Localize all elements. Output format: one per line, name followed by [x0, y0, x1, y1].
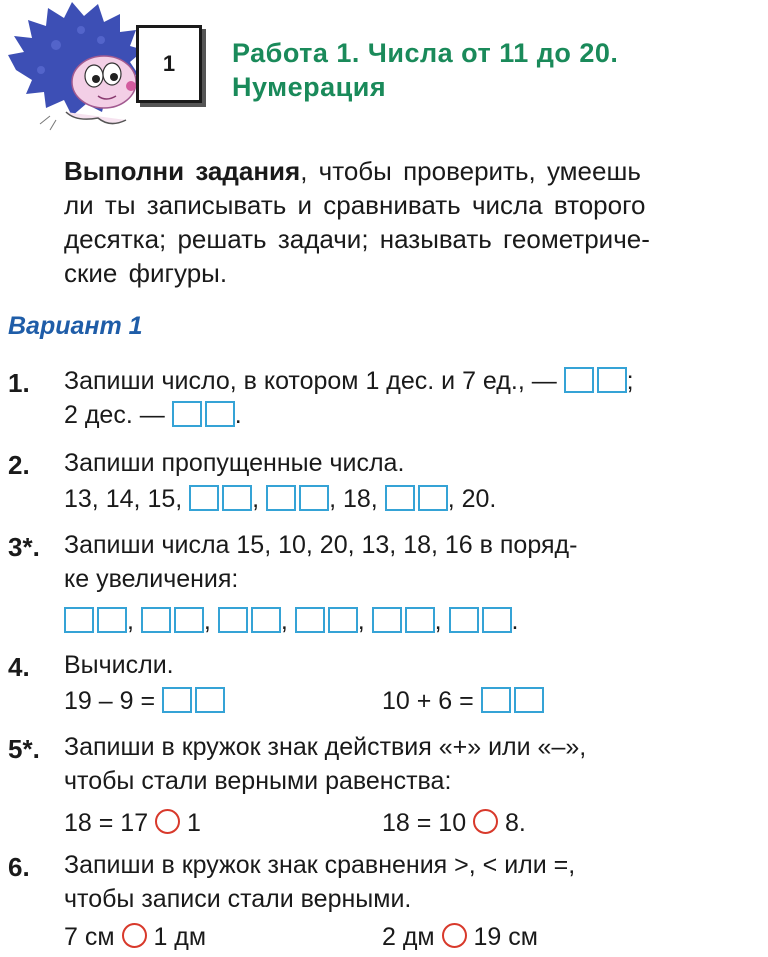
task-3-text-b: ке увеличения: [64, 565, 239, 593]
operation-circle[interactable] [473, 809, 498, 834]
equation-left: 18 = 10 [382, 809, 467, 837]
answer-box[interactable] [251, 607, 281, 633]
task-1-semicolon: ; [626, 367, 634, 395]
comma: , [203, 607, 211, 635]
task-4-text: Вычисли. [64, 651, 174, 679]
answer-box[interactable] [222, 485, 252, 511]
task-1-number: 1. [8, 368, 30, 398]
comma: , [252, 485, 260, 513]
answer-box[interactable] [189, 485, 219, 511]
answer-box-tens[interactable] [172, 401, 202, 427]
comparison-right: 19 см [473, 923, 538, 951]
answer-box[interactable] [299, 485, 329, 511]
work-number-card [136, 25, 202, 103]
work-title-line-2: Нумерация [232, 72, 387, 102]
answer-box[interactable] [218, 607, 248, 633]
intro-bold: Выполни задания [64, 156, 301, 186]
intro-paragraph [64, 154, 764, 290]
comma: , [127, 607, 134, 635]
task-3-text-a: Запиши числа 15, 10, 20, 13, 18, 16 в поряд- [64, 531, 578, 559]
comparison-left: 7 см [64, 923, 115, 951]
comma: , [447, 485, 455, 513]
order-answer-2[interactable] [141, 604, 204, 638]
answer-box[interactable] [328, 607, 358, 633]
answer-box[interactable] [482, 607, 512, 633]
order-answer-6[interactable] [449, 604, 512, 638]
comma: , [329, 485, 337, 513]
task-5-example-1 [64, 806, 201, 840]
work-title-line-1: Работа 1. Числа от 11 до 20. [232, 38, 619, 68]
example-expression: 10 + 6 = [382, 687, 474, 715]
equation-right: 1 [187, 809, 201, 837]
intro-line-3: десятка; решать задачи; называть геометриче- [64, 224, 650, 254]
comma: , [280, 607, 288, 635]
comparison-circle[interactable] [442, 923, 467, 948]
seq-number-14: 14, [105, 485, 141, 513]
operation-circle[interactable] [155, 809, 180, 834]
answer-box[interactable] [64, 607, 94, 633]
seq-answer-2[interactable] [266, 482, 329, 516]
answer-box[interactable] [418, 485, 448, 511]
order-answer-5[interactable] [372, 604, 435, 638]
answer-box[interactable] [514, 687, 544, 713]
task-1-answer-b[interactable] [172, 398, 235, 432]
answer-box-units[interactable] [205, 401, 235, 427]
work-number: 1 [162, 51, 176, 76]
answer-box[interactable] [195, 687, 225, 713]
comparison-right: 1 дм [153, 923, 207, 951]
answer-box-tens[interactable] [564, 367, 594, 393]
comparison-left: 2 дм [382, 923, 435, 951]
task-1-text: Запиши число, в котором 1 дес. и 7 ед., — [64, 367, 557, 395]
task-2-number: 2. [8, 450, 30, 480]
intro-line-2: ли ты записывать и сравнивать числа второго [64, 190, 646, 220]
answer-box[interactable] [141, 607, 171, 633]
comma: , [434, 607, 442, 635]
task-1-period: . [234, 401, 242, 429]
task-4-example-1 [64, 684, 225, 718]
period: . [511, 607, 519, 635]
equation-right: 8. [505, 809, 526, 837]
task-3-number: 3*. [8, 532, 40, 562]
answer-box[interactable] [372, 607, 402, 633]
comma: , [357, 607, 365, 635]
answer-box[interactable] [266, 485, 296, 511]
task-1-line-b [64, 398, 242, 432]
task-6-number: 6. [8, 852, 30, 882]
equation-left: 18 = 17 [64, 809, 149, 837]
intro-line-4: ские фигуры. [64, 258, 228, 288]
order-answer-1[interactable] [64, 604, 127, 638]
task-6-text-b: чтобы записи стали верными. [64, 885, 412, 913]
seq-number-20: 20. [461, 485, 497, 513]
task-4-number: 4. [8, 652, 30, 682]
answer-box[interactable] [97, 607, 127, 633]
task-6-example-2 [382, 920, 538, 954]
seq-number-18: 18, [342, 485, 378, 513]
seq-number-13: 13, [64, 485, 99, 513]
task-1-answer-a[interactable] [564, 364, 627, 398]
example-expression: 19 – 9 = [64, 687, 156, 715]
comparison-circle[interactable] [122, 923, 147, 948]
order-answer-3[interactable] [218, 604, 281, 638]
seq-answer-1[interactable] [189, 482, 252, 516]
answer-box[interactable] [385, 485, 415, 511]
variant-heading: Вариант 1 [8, 312, 143, 340]
task-2-text: Запиши пропущенные числа. [64, 449, 405, 477]
answer-box[interactable] [162, 687, 192, 713]
work-title [232, 36, 752, 104]
seq-answer-3[interactable] [385, 482, 448, 516]
task-5-text-a: Запиши в кружок знак действия «+» или «–», [64, 733, 587, 761]
answer-box-units[interactable] [597, 367, 627, 393]
order-answer-4[interactable] [295, 604, 358, 638]
task-6-text-a: Запиши в кружок знак сравнения >, < или =, [64, 851, 576, 879]
answer-box[interactable] [174, 607, 204, 633]
intro-line-1: , чтобы проверить, умеешь [300, 156, 641, 186]
answer-box[interactable] [449, 607, 479, 633]
example-1-answer[interactable] [162, 684, 225, 718]
task-5-number: 5*. [8, 734, 40, 764]
task-1-text-b: 2 дес. — [64, 401, 165, 429]
seq-number-15: 15, [147, 485, 183, 513]
task-3-answers [64, 604, 518, 638]
answer-box[interactable] [481, 687, 511, 713]
task-4-example-2 [382, 684, 544, 718]
task-5-text-b: чтобы стали верными равенства: [64, 767, 452, 795]
answer-box[interactable] [295, 607, 325, 633]
example-2-answer[interactable] [481, 684, 544, 718]
task-2-sequence [64, 482, 496, 516]
task-1-line-a [64, 364, 634, 398]
task-5-example-2 [382, 806, 526, 840]
task-6-example-1 [64, 920, 206, 954]
answer-box[interactable] [405, 607, 435, 633]
